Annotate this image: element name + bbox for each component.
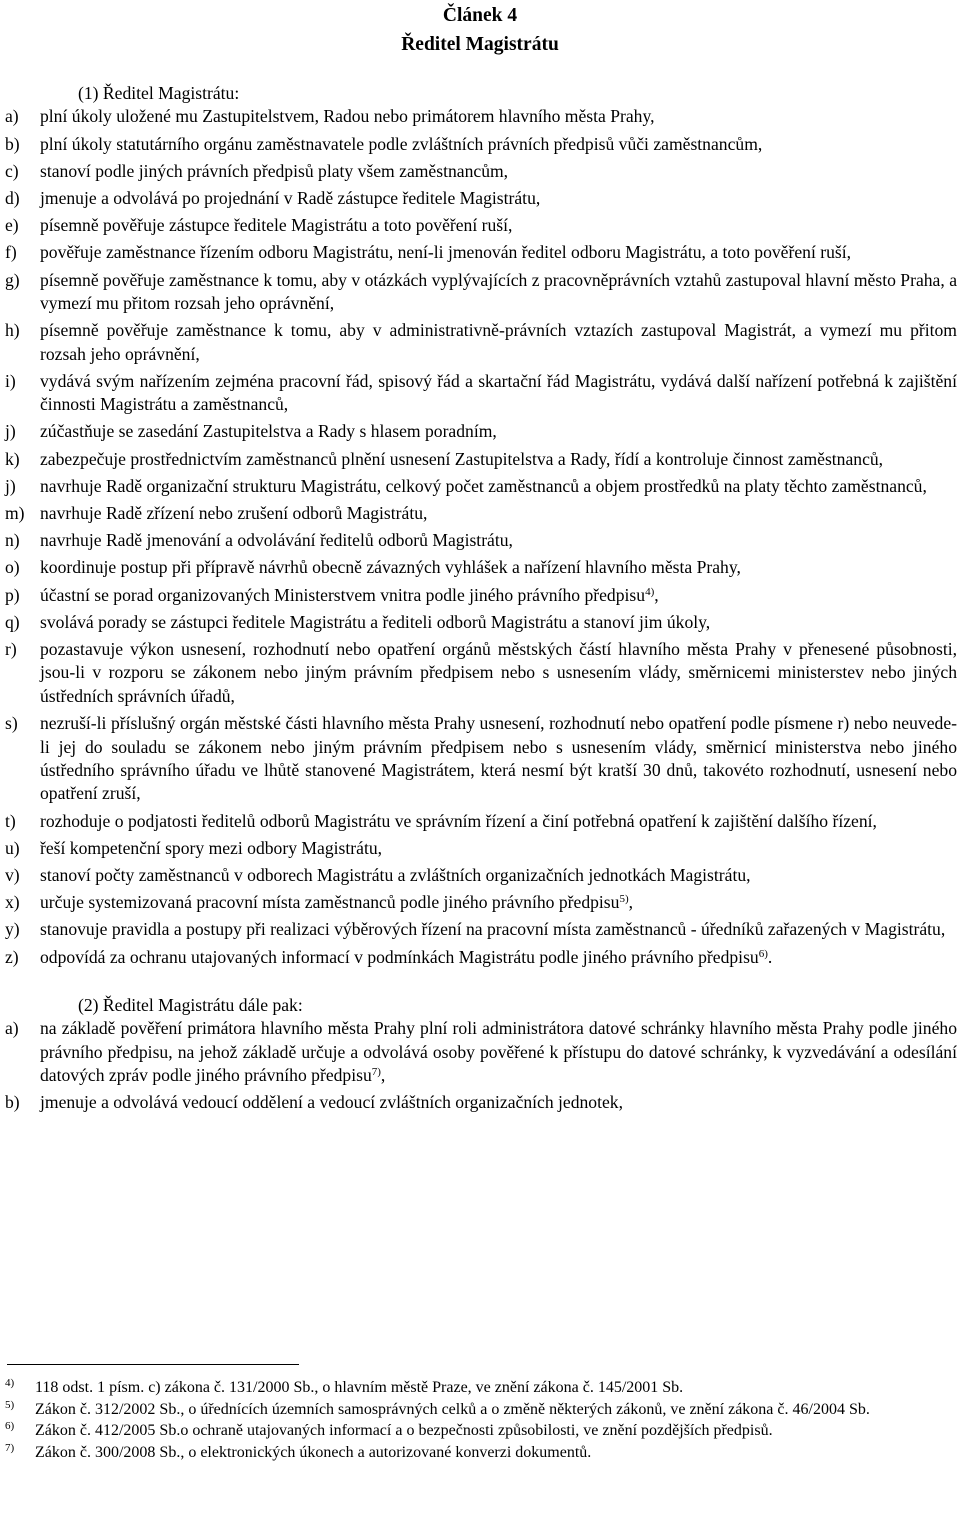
list-item-text: na základě pověření primátora hlavního města Prahy plní roli administrátora datové schránky hlavního města Prahy podle jiného právního předpisu, na jehož základě určuje a odvolává osoby pověřené k přístupu do datové schránky, k vyzvedávání a odesílání datových zpráv podle jiného právního předpisu (40, 1018, 957, 1086)
list-item (5, 810, 957, 833)
footnote-text: Zákon č. 412/2005 Sb.o ochraně utajovaných informací a o bezpečnosti způsobilosti, ve znění pozdějších předpisů. (35, 1422, 773, 1439)
list-item (5, 448, 957, 471)
list-item-label: u) (5, 837, 20, 858)
list-item (5, 712, 957, 806)
footnote-reference: 4) (645, 585, 655, 598)
list-item-label: b) (5, 1092, 20, 1113)
list-item-label: t) (5, 810, 16, 831)
list-item (5, 584, 957, 607)
list-item (5, 269, 957, 316)
list-item-text: plní úkoly statutárního orgánu zaměstnavatele podle zvláštních právních předpisů vůči zaměstnancům, (40, 133, 763, 154)
list-item-label: o) (5, 557, 20, 578)
list-item-label: y) (5, 919, 20, 940)
list-item-label: a) (5, 106, 19, 127)
section-1-list (5, 105, 957, 969)
list-item-text: navrhuje Radě zřízení nebo zrušení odborů Magistrátu, (40, 503, 428, 524)
list-item (5, 837, 957, 860)
list-item-text: koordinuje postup při přípravě návrhů obecně závazných vyhlášek a nařízení hlavního města Prahy, (40, 557, 741, 578)
list-item-text: jmenuje a odvolává po projednání v Radě zástupce ředitele Magistrátu, (40, 188, 541, 209)
list-item-text: odpovídá za ochranu utajovaných informací v podmínkách Magistrátu podle jiného právního předpisu (40, 946, 759, 967)
list-item-label: z) (5, 946, 19, 967)
list-item-label: j) (5, 421, 16, 442)
list-item-label: g) (5, 269, 20, 290)
list-item-text: rozhoduje o podjatosti ředitelů odborů Magistrátu ve správním řízení a činí potřebná opatření k zajištění dalšího řízení, (40, 810, 877, 831)
list-item-punctuation: , (628, 892, 634, 913)
list-item-label: a) (5, 1018, 19, 1039)
list-item-text: zúčastňuje se zasedání Zastupitelstva a Rady s hlasem poradním, (40, 421, 497, 442)
list-item-label: q) (5, 611, 20, 632)
list-item (5, 319, 957, 366)
list-item-text: určuje systemizovaná pracovní místa zaměstnanců podle jiného právního předpisu (40, 892, 620, 913)
footnote-reference: 7) (371, 1066, 381, 1079)
list-item (5, 1017, 957, 1087)
footnotes (5, 1378, 957, 1464)
list-item (5, 420, 957, 443)
list-item (5, 105, 957, 128)
article-number: Článek 4 (442, 5, 518, 26)
section-2-intro: (2) Ředitel Magistrátu dále pak: (78, 994, 303, 1015)
list-item-label: b) (5, 133, 20, 154)
list-item-text: písemně pověřuje zástupce ředitele Magistrátu a toto pověření ruší, (40, 215, 513, 236)
list-item-text: vydává svým nařízením zejména pracovní řád, spisový řád a skartační řád Magistrátu, vydává další nařízení potřebná k zajištění činnosti Magistrátu a zaměstnanců, (40, 370, 957, 415)
list-item (5, 611, 957, 634)
list-item (5, 214, 957, 237)
list-item (5, 638, 957, 708)
article-body (5, 82, 957, 1115)
list-item-label: j) (5, 475, 16, 496)
footnote-text: Zákon č. 300/2008 Sb., o elektronických úkonech a autorizované konverzi dokumentů. (35, 1443, 592, 1461)
list-item-label: i) (5, 370, 16, 391)
list-item-text: písemně pověřuje zaměstnance k tomu, aby v administrativně-právních vztazích zastupoval Magistrát, a vymezí mu přitom rozsah jeho oprávnění, (40, 320, 957, 364)
list-item (5, 370, 957, 417)
list-item (5, 187, 957, 210)
list-item (5, 864, 957, 887)
list-item-label: r) (5, 639, 17, 660)
list-item (5, 918, 957, 941)
footnote-reference: 5) (619, 893, 629, 906)
list-item-text: pověřuje zaměstnance řízením odboru Magistrátu, není-li jmenován ředitel odboru Magistrátu, a toto pověření ruší, (40, 242, 852, 263)
footnote-number: 5) (5, 1398, 15, 1411)
list-item-text: zabezpečuje prostřednictvím zaměstnanců plnění usnesení Zastupitelstva a Rady, řídí a kontroluje činnost zaměstnanců, (40, 448, 884, 469)
list-item-text: účastní se porad organizovaných Ministerstvem vnitra podle jiného právního předpisu (40, 584, 646, 605)
list-item-text: stanovuje pravidla a postupy při realizaci výběrových řízení na pracovní místa zaměstnanců - úředníků zařazených v Magistrátu, (40, 919, 946, 940)
footnote (5, 1443, 957, 1463)
list-item-label: f) (5, 242, 17, 263)
list-item-label: h) (5, 320, 20, 341)
list-item-label: p) (5, 584, 20, 605)
footnote-reference: 6) (758, 947, 768, 960)
list-item-text: svolává porady se zástupci ředitele Magistrátu a řediteli odborů Magistrátu a stanoví jim úkoly, (40, 611, 711, 632)
list-item-label: k) (5, 448, 20, 469)
list-item-label: d) (5, 188, 20, 209)
list-item-text: plní úkoly uložené mu Zastupitelstvem, Radou nebo primátorem hlavního města Prahy, (40, 106, 655, 127)
footnote-text: 118 odst. 1 písm. c) zákona č. 131/2000 Sb., o hlavním městě Praze, ve znění zákona č. 145/2001 Sb. (35, 1379, 684, 1396)
list-item-label: x) (5, 892, 20, 913)
section-2-list (5, 1017, 957, 1114)
list-item-text: navrhuje Radě organizační strukturu Magistrátu, celkový počet zaměstnanců a objem prostředků na platy těchto zaměstnanců, (40, 475, 927, 496)
list-item-text: jmenuje a odvolává vedoucí oddělení a vedoucí zvláštních organizačních jednotek, (40, 1092, 623, 1113)
article-title: Ředitel Magistrátu (401, 34, 559, 55)
list-item (5, 133, 957, 156)
footnote (5, 1400, 957, 1420)
list-item (5, 241, 957, 264)
list-item-label: e) (5, 215, 19, 236)
list-item-punctuation: . (767, 946, 773, 967)
list-item (5, 891, 957, 914)
footnote-separator (7, 1364, 299, 1365)
list-item (5, 160, 957, 183)
list-item-label: m) (5, 503, 25, 524)
list-item (5, 529, 957, 552)
list-item-label: n) (5, 530, 20, 551)
list-item (5, 556, 957, 579)
list-item-punctuation: , (654, 584, 659, 605)
footnote-number: 7) (5, 1441, 15, 1454)
footnote (5, 1421, 957, 1441)
list-item-text: stanoví podle jiných právních předpisů platy všem zaměstnancům, (40, 160, 509, 181)
footnote-text: Zákon č. 312/2002 Sb., o úřednících územních samosprávných celků a o změně některých zákonů, ve znění zákona č. 46/2004 Sb. (35, 1400, 870, 1418)
list-item (5, 1091, 957, 1114)
list-item-text: nezruší-li příslušný orgán městské části hlavního města Prahy usnesení, rozhodnutí nebo opatření podle písmene r) nebo neuvede-li jej do souladu se zákonem nebo jiným právním předpisem nebo s usnesením vlády, směrnicí ministerstva nebo jiného ústředního správního úřadu ve lhůtě stanovené Magistrátem, která nesmí být kratší 30 dnů, takovéto rozhodnutí, usnesení nebo opatření zruší, (40, 713, 957, 804)
footnote-number: 4) (5, 1377, 15, 1389)
section-1-intro: (1) Ředitel Magistrátu: (78, 83, 240, 103)
list-item (5, 946, 957, 969)
list-item-text: pozastavuje výkon usnesení, rozhodnutí nebo opatření orgánů městských částí hlavního města Prahy v přenesené působnosti, jsou-li v rozporu se zákonem nebo jiným právním předpisem nebo s usnesením vlády, směrnicemi ministerstev nebo jiných ústředních správních úřadů, (40, 639, 957, 706)
list-item-text: řeší kompetenční spory mezi odbory Magistrátu, (40, 837, 383, 858)
list-item (5, 502, 957, 525)
footnote-number: 6) (5, 1420, 15, 1432)
list-item-label: c) (5, 160, 19, 181)
list-item-label: s) (5, 713, 18, 734)
list-item-text: navrhuje Radě jmenování a odvolávání ředitelů odborů Magistrátu, (40, 530, 513, 551)
list-item (5, 475, 957, 498)
list-item-text: stanoví počty zaměstnanců v odborech Magistrátu a zvláštních organizačních jednotkách Magistrátu, (40, 864, 751, 885)
footnote (5, 1378, 957, 1398)
list-item-text: písemně pověřuje zaměstnance k tomu, aby v otázkách vyplývajících z pracovněprávních vztahů zastupoval hlavní město Praha, a vymezí mu přitom rozsah jeho oprávnění, (40, 269, 957, 314)
list-item-punctuation: , (380, 1065, 386, 1086)
list-item-label: v) (5, 864, 20, 885)
